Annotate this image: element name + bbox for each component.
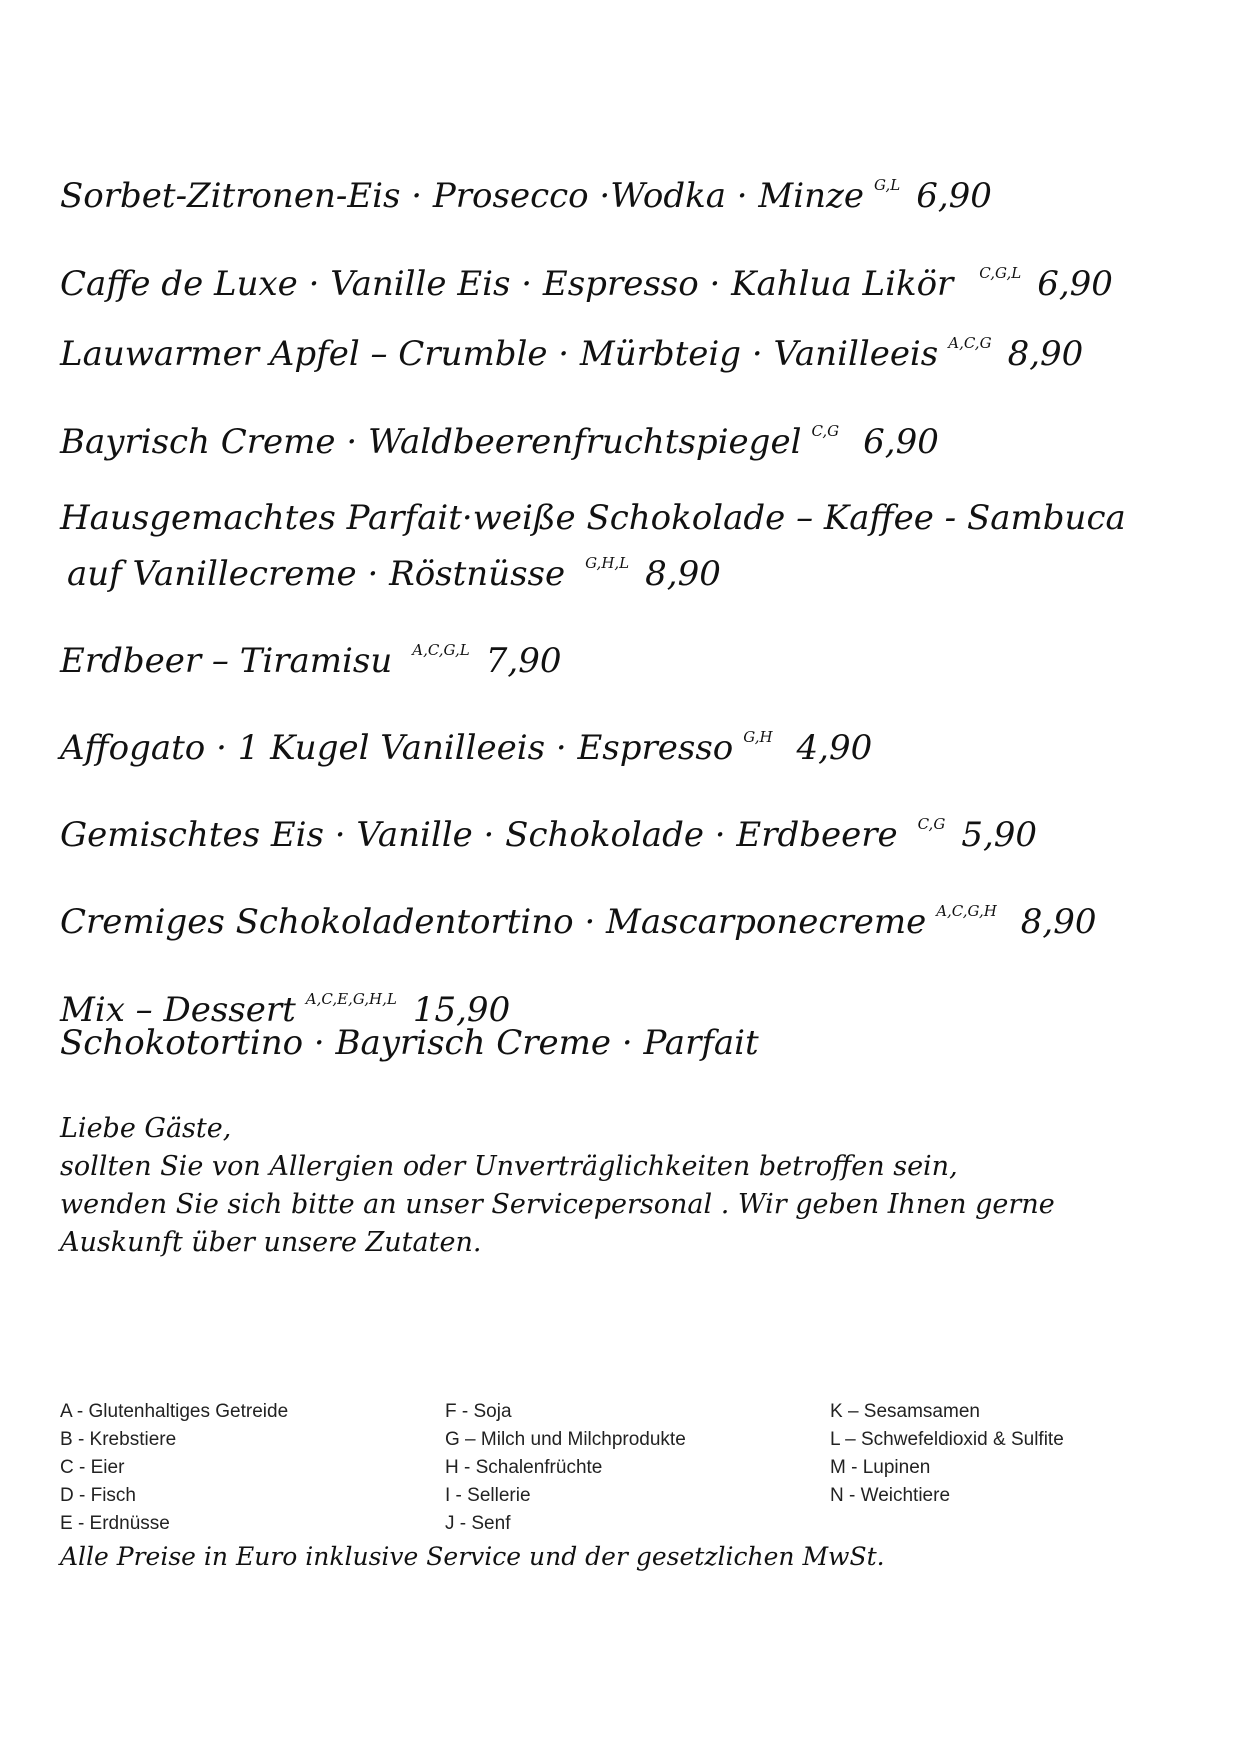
- legend-entry: B - Krebstiere: [60, 1429, 177, 1450]
- item-name: Bayrisch Creme · Waldbeerenfruchtspiegel: [60, 422, 802, 462]
- item-price: 7,90: [485, 641, 562, 681]
- legend-entry: C - Eier: [60, 1457, 125, 1478]
- notice-line: wenden Sie sich bitte an unser Servicepersonal . Wir geben Ihnen gerne: [60, 1189, 1055, 1220]
- allergen-codes: A,C,G,L: [412, 641, 470, 659]
- item-price: 5,90: [961, 815, 1038, 855]
- item-name: Hausgemachtes Parfait·weiße Schokolade – Kaffee - Sambuca: [60, 498, 1126, 538]
- legend-entry: N - Weichtiere: [830, 1485, 951, 1506]
- item-name: Cremiges Schokoladentortino · Mascarponecreme: [60, 902, 927, 942]
- allergen-codes: C,G,L: [979, 264, 1022, 282]
- item-price: 6,90: [863, 422, 939, 462]
- menu-item-continuation: [67, 540, 721, 597]
- notice-line: Auskunft über unsere Zutaten.: [60, 1227, 482, 1258]
- item-name: Caffe de Luxe · Vanille Eis · Espresso · Kahlua Likör: [60, 264, 954, 304]
- allergen-codes: G,H: [743, 728, 773, 746]
- notice-line: sollten Sie von Allergien oder Unverträglichkeiten betroffen sein,: [60, 1151, 958, 1182]
- item-name: Lauwarmer Apfel – Crumble · Mürbteig · Vanilleeis: [60, 334, 939, 374]
- legend-entry: F - Soja: [445, 1401, 512, 1422]
- allergen-codes: G,H,L: [585, 554, 630, 572]
- item-name: Gemischtes Eis · Vanille · Schokolade · Erdbeere: [60, 815, 898, 855]
- item-price: 8,90: [1007, 334, 1084, 374]
- allergen-codes: G,L: [874, 176, 901, 194]
- legend-entry: E - Erdnüsse: [60, 1513, 170, 1534]
- menu-item: [60, 627, 561, 684]
- item-name: Erdbeer – Tiramisu: [60, 641, 393, 681]
- item-name: Mix – Dessert: [60, 990, 296, 1030]
- item-description: auf Vanillecreme · Röstnüsse: [67, 554, 566, 594]
- item-price: 15,90: [412, 990, 511, 1030]
- legend-entry: G – Milch und Milchprodukte: [445, 1429, 686, 1450]
- menu-item: [60, 320, 1083, 377]
- allergen-codes: C,G: [917, 815, 946, 833]
- menu-item: [60, 408, 939, 465]
- allergen-legend: [60, 1398, 1160, 1538]
- legend-entry: K – Sesamsamen: [830, 1401, 980, 1422]
- allergen-codes: A,C,G: [948, 334, 992, 352]
- item-price: 8,90: [1020, 902, 1097, 942]
- legend-entry: A - Glutenhaltiges Getreide: [60, 1401, 289, 1422]
- price-footnote: Alle Preise in Euro inklusive Service und der gesetzlichen MwSt.: [60, 1542, 885, 1571]
- menu-item-continuation: [60, 1020, 759, 1066]
- menu-item: [60, 250, 1113, 307]
- legend-entry: [830, 1510, 1160, 1538]
- legend-entry: I - Sellerie: [445, 1485, 531, 1506]
- item-description: Schokotortino · Bayrisch Creme · Parfait: [60, 1023, 759, 1063]
- legend-entry: D - Fisch: [60, 1485, 136, 1506]
- allergen-codes: A,C,E,G,H,L: [305, 990, 397, 1008]
- notice-greeting: Liebe Gäste,: [60, 1113, 232, 1144]
- menu-item: [60, 801, 1037, 858]
- menu-item: [60, 888, 1097, 945]
- item-name: Sorbet-Zitronen-Eis · Prosecco ·Wodka · Minze: [60, 176, 865, 216]
- legend-entry: L – Schwefeldioxid & Sulfite: [830, 1429, 1064, 1450]
- item-price: 4,90: [796, 728, 873, 768]
- menu-item: [60, 495, 1126, 541]
- legend-entry: H - Schalenfrüchte: [445, 1457, 603, 1478]
- item-price: 8,90: [645, 554, 721, 594]
- allergen-codes: C,G: [811, 422, 840, 440]
- menu-item: [60, 162, 992, 219]
- legend-entry: M - Lupinen: [830, 1457, 931, 1478]
- menu-item: [60, 714, 872, 771]
- allergen-codes: A,C,G,H: [936, 902, 997, 920]
- item-name: Affogato · 1 Kugel Vanilleeis · Espresso: [60, 728, 734, 768]
- item-price: 6,90: [1037, 264, 1113, 304]
- legend-entry: J - Senf: [445, 1513, 511, 1534]
- item-price: 6,90: [916, 176, 992, 216]
